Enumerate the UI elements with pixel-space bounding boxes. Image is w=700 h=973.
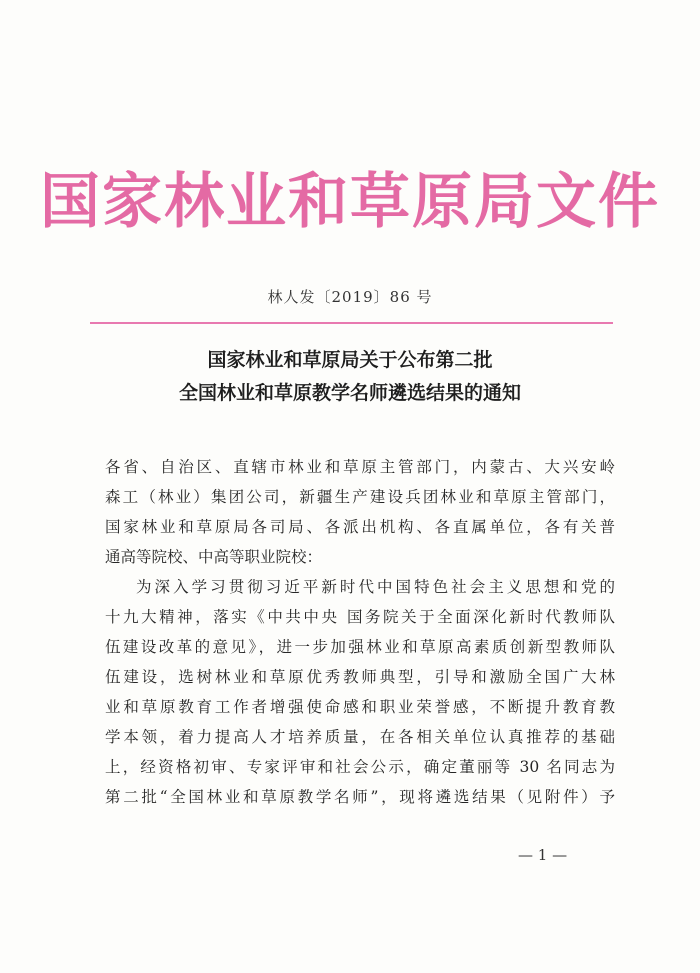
notice-title-line: 全国林业和草原教学名师遴选结果的通知: [178, 382, 521, 404]
addressee-line: 森工（林业）集团公司，新疆生产建设兵团林业和草原主管部门，: [105, 488, 615, 506]
paragraph-line: 上，经资格初审、专家评审和社会公示，确定董丽等 30 名同志为: [105, 758, 615, 776]
document-masthead: 国家林业和草原局文件: [40, 167, 660, 237]
paragraph-line: 学本领，着力提高人才培养质量，在各相关单位认真推荐的基础: [105, 728, 615, 746]
paragraph-line: 伍建设，选树林业和草原优秀教师典型，引导和激励全国广大林: [105, 668, 615, 686]
addressee-line: 国家林业和草原局各司局、各派出机构、各直属单位，各有关普: [105, 518, 615, 536]
paragraph-line: 第二批“全国林业和草原教学名师”，现将遴选结果（见附件）予: [105, 788, 615, 806]
paragraph-line: 业和草原教育工作者增强使命感和职业荣誉感，不断提升教育教: [105, 698, 615, 716]
paragraph-line: 十九大精神，落实《中共中央 国务院关于全面深化新时代教师队: [105, 608, 615, 626]
red-divider-line: [90, 322, 613, 324]
notice-title-line: 国家林业和草原局关于公布第二批: [207, 349, 493, 371]
paragraph-line: 为深入学习贯彻习近平新时代中国特色社会主义思想和党的: [136, 578, 615, 596]
notice-body: [105, 452, 615, 812]
notice-title: [0, 344, 700, 410]
addressee-line: 通高等院校、中高等职业院校：: [105, 548, 323, 566]
document-number: 林人发〔2019〕86 号: [267, 288, 433, 306]
paragraph-line: 伍建设改革的意见》，进一步加强林业和草原高素质创新型教师队: [105, 638, 615, 656]
page-number: — 1 —: [518, 846, 568, 864]
addressee-line: 各省、自治区、直辖市林业和草原主管部门，内蒙古、大兴安岭: [105, 458, 615, 476]
